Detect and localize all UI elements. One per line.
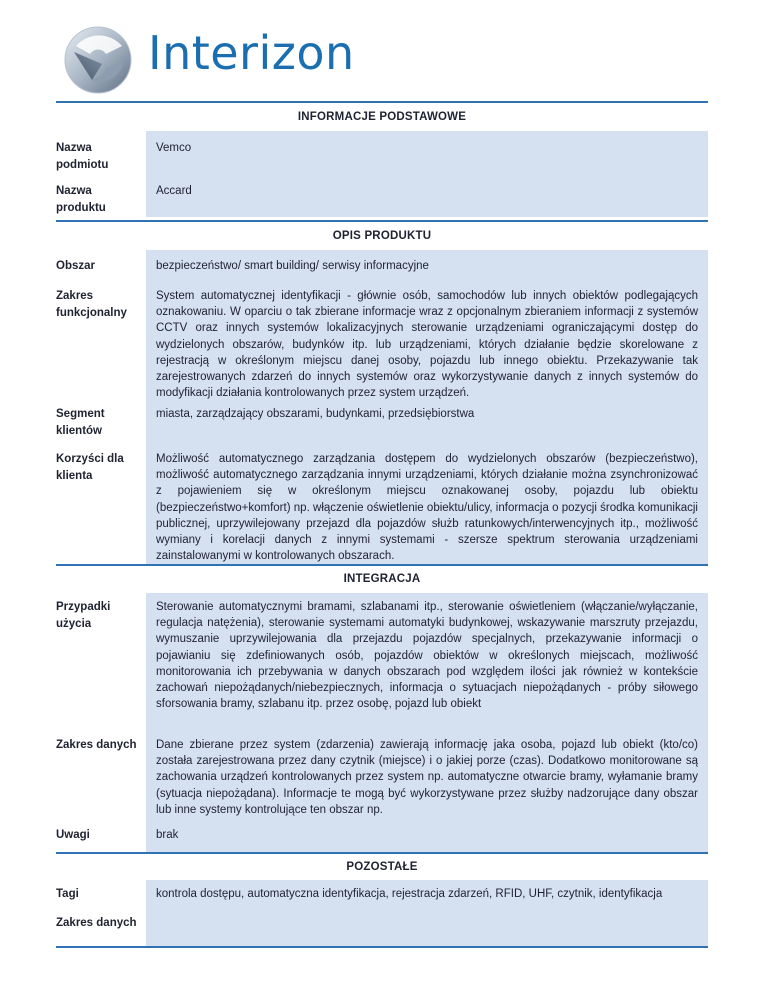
section-divider xyxy=(56,220,708,222)
section-divider xyxy=(56,946,708,948)
value-product-name-text: Accard xyxy=(156,185,192,197)
value-notes-text: brak xyxy=(156,829,179,841)
section-title-basic: INFORMACJE PODSTAWOWE xyxy=(297,111,467,123)
value-data-scope-2 xyxy=(146,910,708,946)
section-title-other: POZOSTAŁE xyxy=(346,861,418,873)
value-tags xyxy=(146,880,708,910)
label-segment: Segment klientów xyxy=(56,408,105,437)
interizon-logo-icon xyxy=(62,24,134,96)
value-segment-text: miasta, zarządzający obszarami, budynkami, przedsiębiorstwa xyxy=(156,408,475,420)
label-benefits: Korzyści dla klienta xyxy=(56,453,124,482)
section-title-integration: INTEGRACJA xyxy=(343,573,421,585)
section-title-product: OPIS PRODUKTU xyxy=(332,230,432,242)
value-area xyxy=(146,250,708,282)
label-entity-name: Nazwa podmiotu xyxy=(56,142,109,171)
value-entity-name xyxy=(146,131,708,173)
brand-name: Interizon xyxy=(148,26,355,80)
label-area: Obszar xyxy=(56,260,95,272)
value-data-scope-text: Dane zbierane przez system (zdarzenia) zawierają informację jaka osoba, pojazd lub obiekt (kto/co) została zarejestrowana przez dany czytnik (miejsce) i o jakiej porze (czas). Dodatkowo monitorowane są zachowania urządzeń kontrolowanych przez system np. automatyczne otwarcie bramy, wyłamanie bramy (sytuacja niepożądana). Informacje te mogą być wykorzystywane przez służby nadzorujące dany obszar lub inne systemy kontrolujące ten obszar np. xyxy=(156,739,698,816)
value-tags-text: kontrola dostępu, automatyczna identyfikacja, rejestracja zdarzeń, RFID, UHF, czytnik, identyfikacja xyxy=(156,888,663,900)
section-divider xyxy=(56,101,708,103)
label-use-cases: Przypadki użycia xyxy=(56,601,111,630)
value-data-scope xyxy=(146,731,708,822)
label-data-scope: Zakres danych xyxy=(56,739,137,751)
section-divider xyxy=(56,852,708,854)
label-scope: Zakres funkcjonalny xyxy=(56,290,127,319)
document-header xyxy=(0,0,768,100)
value-notes xyxy=(146,822,708,852)
value-benefits-text: Możliwość automatycznego zarządzania dostępem do wydzielonych obszarów (bezpieczeństwo), możliwość automatycznego zarządzania innymi urządzeniami, których działanie można zsynchronizować z pojawieniem się w określonym miejscu oznakowanej osoby, pojazdu lub obiektu (bezpieczeństwo+komfort) np. włączenie oświetlenie obiektu/ulicy, informacja o pozycji środka komunikacji publicznej, uprzywilejowany przejazd dla pojazdów służb ratunkowych/interwencyjnych itp., możliwość wymiany i korelacji danych z innymi systemami - szersze spektrum sterowania urządzeniami zainstalowanymi w kontrolowanych obszarach. xyxy=(156,453,698,563)
value-segment xyxy=(146,400,708,444)
label-notes: Uwagi xyxy=(56,829,90,841)
label-product-name: Nazwa produktu xyxy=(56,185,106,214)
value-scope-text: System automatycznej identyfikacji - głównie osób, samochodów lub innych obiektów podlegających oznakowaniu. W oparciu o tak zbierane informacje wraz z opcjonalnym zbieraniem informacji z systemów CCTV oraz innych systemów lokalizacyjnych sterowanie urządzeniami ograniczającymi dostęp do wydzielonych obszarów, budynków itp. lub urządzeniami, których działanie będzie skorelowane z rejestracją w określonym miejscu danej osoby, pojazdu lub innego obiektu. Przekazywanie tak zarejestrowanych zdarzeń do innych systemów oraz wykorzystywanie danych z innych systemów do modyfikacji działania kontrolowanych przez system urządzeń. xyxy=(156,290,698,400)
section-divider xyxy=(56,564,708,566)
value-benefits xyxy=(146,444,708,564)
value-use-cases-text: Sterowanie automatycznymi bramami, szlabanami itp., sterowanie oświetleniem (włączanie/wyłączanie, regulacja natężenia), sterowanie systemami automatyki budynkowej, wskazywanie marszruty przejazdu, wymuszanie uprzywilejowania dla przejazdu pojazdów specjalnych, przekazywanie informacji o pojawianiu się zdefiniowanych osób, pojazdów obiektów w określonych miejscach, możliwość monitorowania ich przebywania w danych obszarach pod względem ilości jak również w kontekście zachowań niepożądanych/niebezpiecznych, informacja o sytuacjach niepożądanych - próby siłowego sforsowania bramy, szlabanu itp. przez osobę, pojazd lub obiekt xyxy=(156,601,698,711)
value-area-text: bezpieczeństwo/ smart building/ serwisy informacyjne xyxy=(156,260,429,272)
value-entity-name-text: Vemco xyxy=(156,142,192,154)
label-tags: Tagi xyxy=(56,888,79,900)
value-scope xyxy=(146,282,708,400)
value-use-cases xyxy=(146,593,708,731)
label-data-scope-2: Zakres danych xyxy=(56,917,137,929)
value-product-name xyxy=(146,173,708,217)
